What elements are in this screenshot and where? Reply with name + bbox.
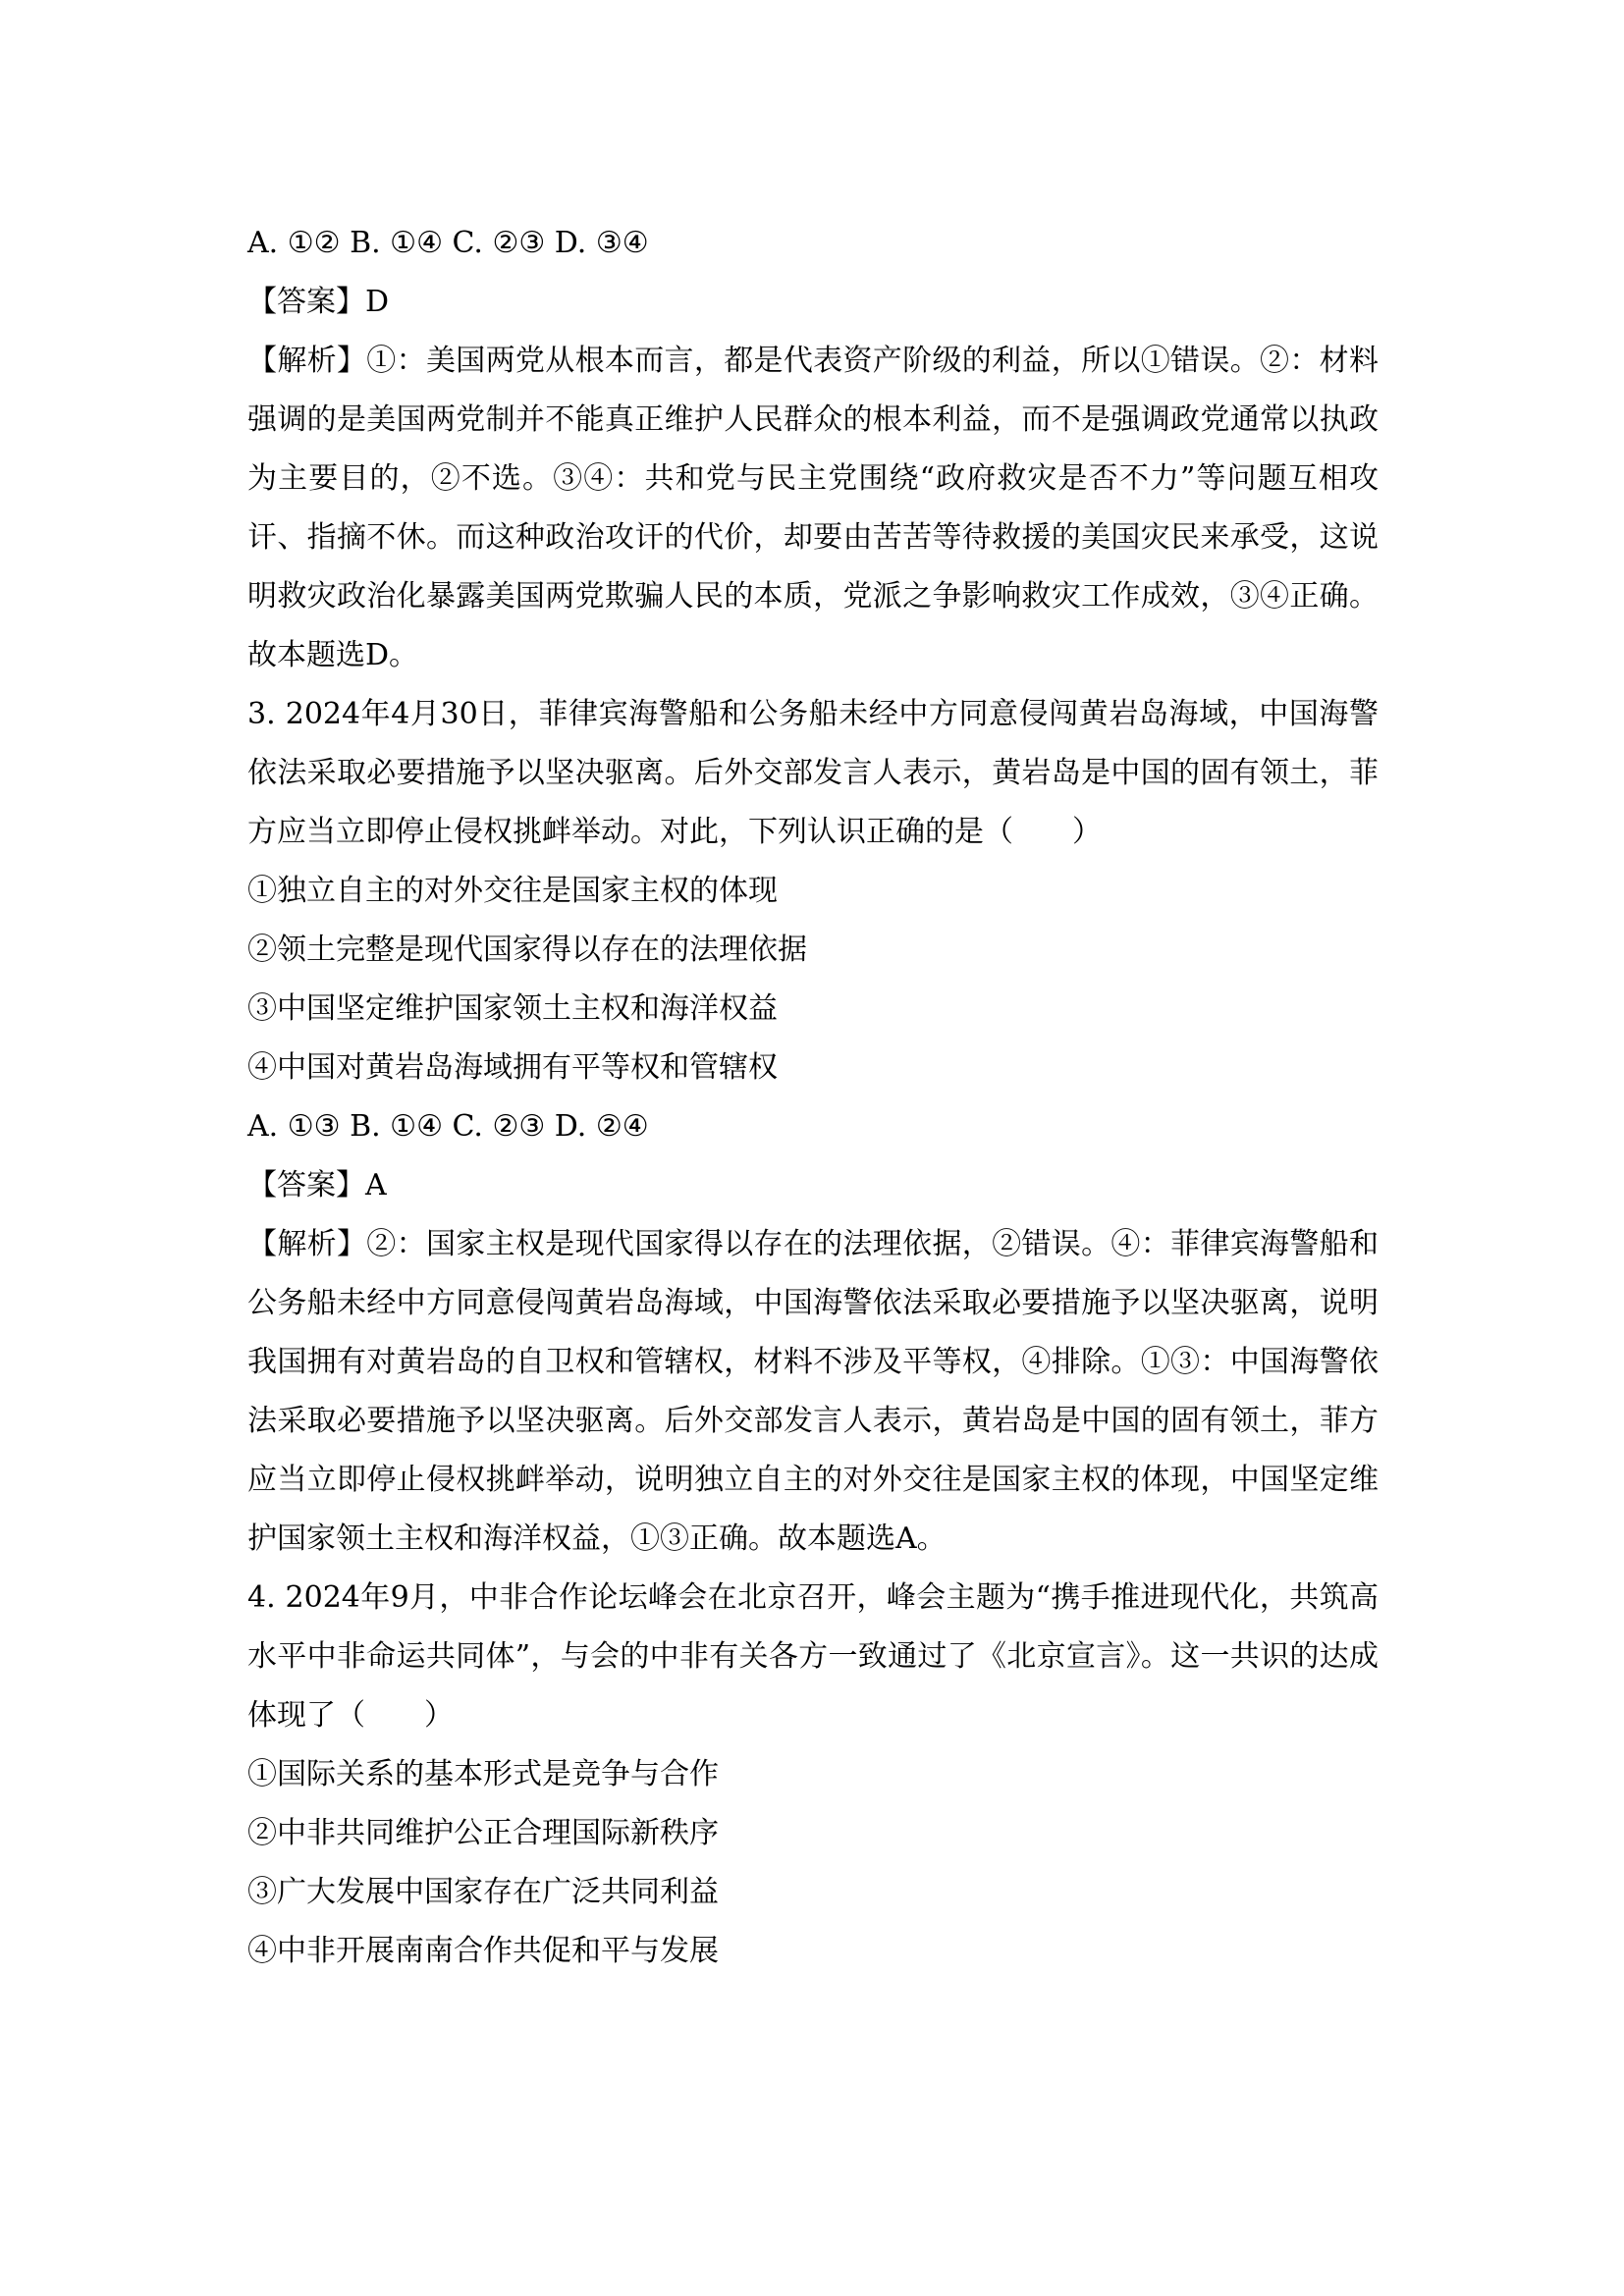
- q3-stem: 3. 2024年4月30日，菲律宾海警船和公务船未经中方同意侵闯黄岩岛海域，中国海警依法采取必要措施予以坚决驱离。后外交部发言人表示，黄岩岛是中国的固有领土，菲方应当立即停止侵权挑衅举动。对此，下列认识正确的是（ ）: [247, 697, 1379, 849]
- q4-item-3: ③广大发展中国家存在广泛共同利益: [247, 1875, 719, 1909]
- q2-analysis: 【解析】①：美国两党从根本而言，都是代表资产阶级的利益，所以①错误。②：材料强调的是美国两党制并不能真正维护人民群众的根本利益，而不是强调政党通常以执政为主要目的，②不选。③④：共和党与民主党围绕“政府救灾是否不力”等问题互相攻讦、指摘不休。而这种政治攻讦的代价，却要由苦苦等待救援的美国灾民来承受，这说明救灾政治化暴露美国两党欺骗人民的本质，党派之争影响救灾工作成效，③④正确。故本题选D。: [247, 344, 1379, 672]
- q4-item-4: ④中非开展南南合作共促和平与发展: [247, 1934, 719, 1968]
- q3-item-4: ④中国对黄岩岛海域拥有平等权和管辖权: [247, 1050, 778, 1085]
- q2-options: A. ①② B. ①④ C. ②③ D. ③④: [247, 226, 649, 260]
- q2-answer: 【答案】D: [247, 285, 390, 319]
- q3-item-2: ②领土完整是现代国家得以存在的法理依据: [247, 933, 807, 967]
- q4-item-2: ②中非共同维护公正合理国际新秩序: [247, 1816, 719, 1850]
- q3-options: A. ①③ B. ①④ C. ②③ D. ②④: [247, 1109, 649, 1144]
- q3-item-3: ③中国坚定维护国家领土主权和海洋权益: [247, 991, 778, 1026]
- q4-item-1: ①国际关系的基本形式是竞争与合作: [247, 1757, 719, 1791]
- q3-analysis: 【解析】②：国家主权是现代国家得以存在的法理依据，②错误。④：菲律宾海警船和公务船未经中方同意侵闯黄岩岛海域，中国海警依法采取必要措施予以坚决驱离，说明我国拥有对黄岩岛的自卫权和管辖权，材料不涉及平等权，④排除。①③：中国海警依法采取必要措施予以坚决驱离。后外交部发言人表示，黄岩岛是中国的固有领土，菲方应当立即停止侵权挑衅举动，说明独立自主的对外交往是国家主权的体现，中国坚定维护国家领土主权和海洋权益，①③正确。故本题选A。: [247, 1227, 1379, 1556]
- q4-stem: 4. 2024年9月，中非合作论坛峰会在北京召开，峰会主题为“携手推进现代化，共筑高水平中非命运共同体”，与会的中非有关各方一致通过了《北京宣言》。这一共识的达成体现了（ ）: [247, 1580, 1379, 1733]
- document-page: [247, 214, 1379, 1981]
- q3-answer: 【答案】A: [247, 1168, 387, 1202]
- q3-item-1: ①独立自主的对外交往是国家主权的体现: [247, 874, 778, 908]
